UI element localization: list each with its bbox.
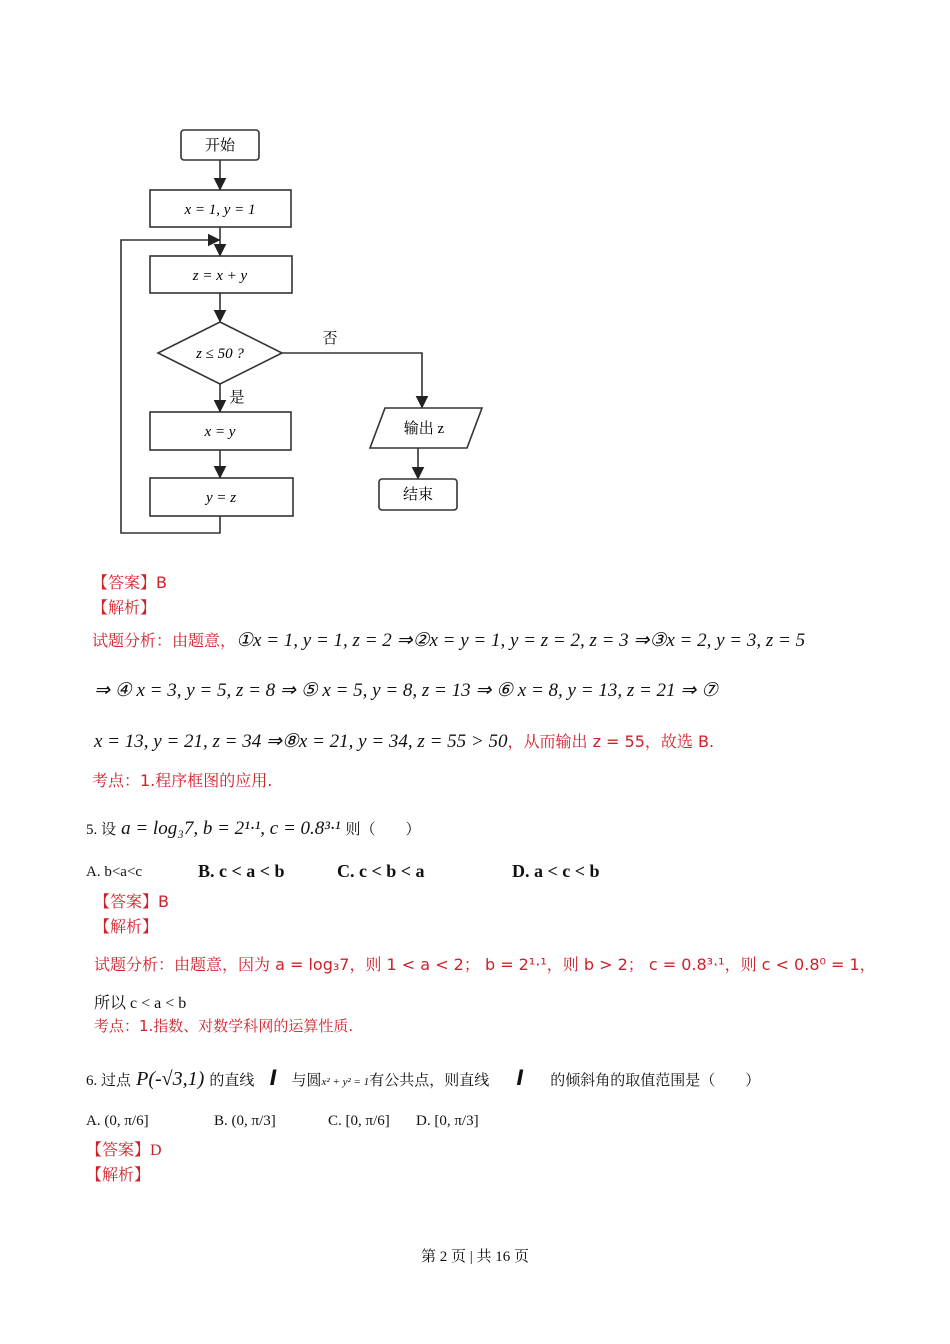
q5-option-d: D. a < c < b [512, 861, 600, 881]
q5-stem-prefix: 5. 设 [86, 822, 117, 838]
line-l-symbol-2: l [516, 1066, 524, 1090]
condition-label: z ≤ 50 ? [196, 346, 244, 362]
q5-conclusion: 所以 c < a < b [94, 995, 187, 1012]
sum-label: z = x + y [192, 268, 248, 284]
page-footer: 第 2 页 | 共 16 页 [420, 1249, 529, 1265]
q5-option-b: B. c < a < b [198, 861, 285, 881]
q6-option-c: C. [0, π/6] [328, 1113, 390, 1129]
q4-analysis-title: 【解析】 [92, 598, 157, 617]
q6-option-d: D. [0, π/3] [416, 1113, 479, 1129]
output-label: 输出 z [403, 421, 445, 437]
flowchart [0, 0, 950, 560]
q5-option-a: A. b<a<c [86, 864, 143, 880]
q6-stem-prefix: 6. 过点 [86, 1073, 132, 1089]
q6-stem-mid3: 有公共点，则直线 [369, 1073, 490, 1089]
q5-answer: 【答案】B [94, 892, 169, 911]
q6-answer: 【答案】D [86, 1142, 162, 1159]
assign-x-label: x = y [204, 424, 236, 440]
no-label: 否 [322, 331, 338, 347]
q4-line2: ⇒ ④ x = 3, y = 5, z = 8 ⇒ ⑤ x = 5, y = 8, z = 13 ⇒ ⑥ x = 8, y = 13, z = 21 ⇒ ⑦ [94, 680, 718, 701]
assign-y-label: y = z [205, 490, 237, 506]
line-l-symbol: l [269, 1066, 277, 1090]
q4-point: 考点：1.程序框图的应用. [92, 771, 273, 790]
q6-analysis-title: 【解析】 [86, 1167, 151, 1184]
q4-line3-math: x = 13, y = 21, z = 34 ⇒⑧x = 21, y = 34, z = 55 > 50 [94, 731, 508, 752]
yes-label: 是 [229, 390, 245, 406]
q4-line1: ①x = 1, y = 1, z = 2 ⇒②x = y = 1, y = z = 2, z = 3 ⇒③x = 2, y = 3, z = 5 [236, 630, 806, 651]
q6-stem-mid2: 与圆 [291, 1073, 322, 1089]
init-label: x = 1, y = 1 [184, 202, 256, 218]
q6-stem-suffix: 的倾斜角的取值范围是（ ） [550, 1073, 761, 1089]
q5-analysis-title: 【解析】 [94, 917, 159, 936]
start-label: 开始 [204, 138, 236, 154]
q5-stem-suffix: 则（ ） [345, 822, 421, 838]
q6-option-b: B. (0, π/3] [214, 1113, 276, 1129]
q5-point: 考点：1.指数、对数学科网的运算性质. [94, 1017, 354, 1035]
q6-circle-math: x² + y² = 1 [321, 1076, 370, 1088]
end-label: 结束 [402, 487, 434, 503]
q4-line1-prefix: 试题分析：由题意， [92, 631, 237, 650]
q6-point-math: P(-√3,1) [136, 1068, 205, 1090]
q5-analysis: 试题分析：由题意，因为 a = log₃7，则 1 < a < 2； b = 2¹·¹，则 b > 2； c = 0.8³·¹，则 c < 0.8⁰ = 1， [94, 955, 876, 974]
q6-stem-mid1: 的直线 [209, 1073, 255, 1089]
q4-line3-text: ，从而输出 z = 55，故选 B. [507, 732, 715, 751]
q5-stem-math: a = log₃7, b = 2¹·¹, c = 0.8³·¹ [121, 818, 341, 839]
q4-answer: 【答案】B [92, 573, 167, 592]
q5-option-c: C. c < b < a [337, 861, 425, 881]
q6-option-a: A. (0, π/6] [86, 1113, 149, 1129]
